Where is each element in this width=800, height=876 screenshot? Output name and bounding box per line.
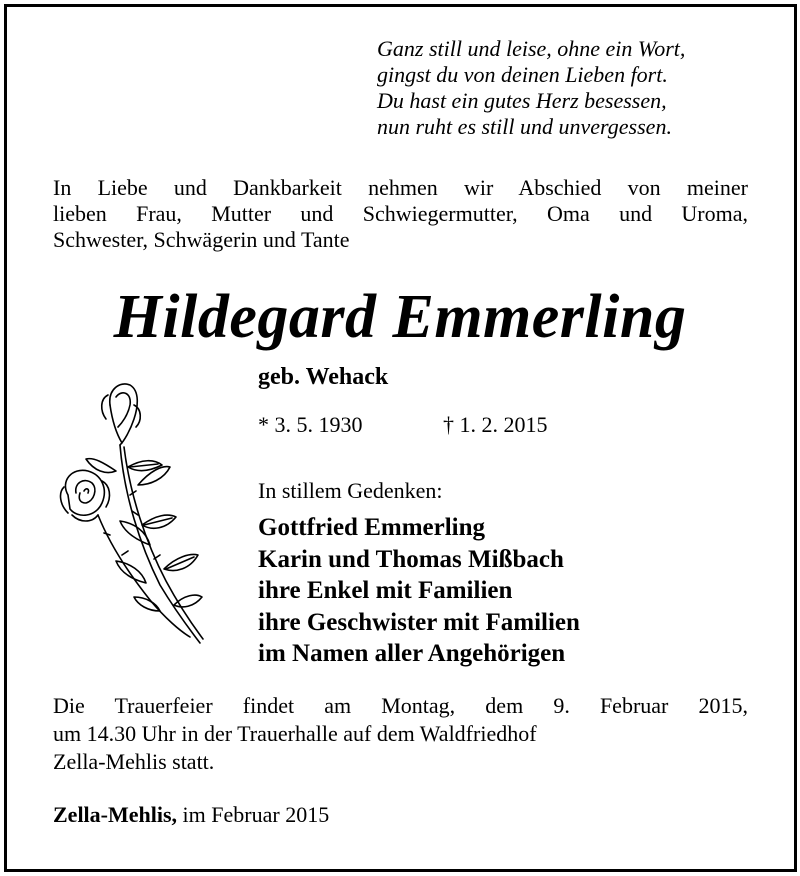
- mourners-heading: In stillem Gedenken:: [258, 478, 443, 503]
- poem-line: Ganz still und leise, ohne ein Wort,: [377, 36, 686, 61]
- maiden-name: geb. Wehack: [258, 364, 389, 390]
- funeral-line: Die Trauerfeier findet am Montag, dem 9. Februar 2015,: [53, 693, 748, 718]
- intro-line: lieben Frau, Mutter und Schwiegermutter, Oma und Uroma,: [53, 201, 748, 226]
- deceased-name: Hildegard Emmerling: [113, 283, 687, 351]
- poem-line: Du hast ein gutes Herz besessen,: [377, 88, 667, 113]
- poem: [377, 36, 767, 140]
- funeral-details: [53, 692, 748, 776]
- mourner-entry: im Namen aller Angehörigen: [258, 640, 566, 667]
- death-date: † 1. 2. 2015: [443, 412, 548, 437]
- intro-text: [53, 175, 748, 253]
- mourner-entry: Karin und Thomas Mißbach: [258, 545, 564, 573]
- poem-line: nun ruht es still und unvergessen.: [377, 114, 672, 139]
- mourner-entry: ihre Enkel mit Familien: [258, 577, 513, 604]
- closing-date: im Februar 2015: [182, 802, 330, 827]
- poem-line: gingst du von deinen Lieben fort.: [377, 62, 668, 87]
- funeral-line: Zella-Mehlis statt.: [53, 749, 215, 774]
- intro-line: Schwester, Schwägerin und Tante: [53, 227, 350, 252]
- rose-icon: [50, 375, 210, 650]
- mourners-list: [258, 512, 580, 670]
- mourner-entry: ihre Geschwister mit Familien: [258, 608, 580, 636]
- intro-line: In Liebe und Dankbarkeit nehmen wir Abschied von meiner: [53, 175, 748, 200]
- mourner-entry: Gottfried Emmerling: [258, 514, 486, 541]
- closing-place: Zella-Mehlis,: [53, 802, 178, 827]
- funeral-line: um 14.30 Uhr in der Trauerhalle auf dem Waldfriedhof: [53, 721, 537, 746]
- closing-line: [53, 801, 329, 829]
- birth-date: * 3. 5. 1930: [258, 412, 363, 437]
